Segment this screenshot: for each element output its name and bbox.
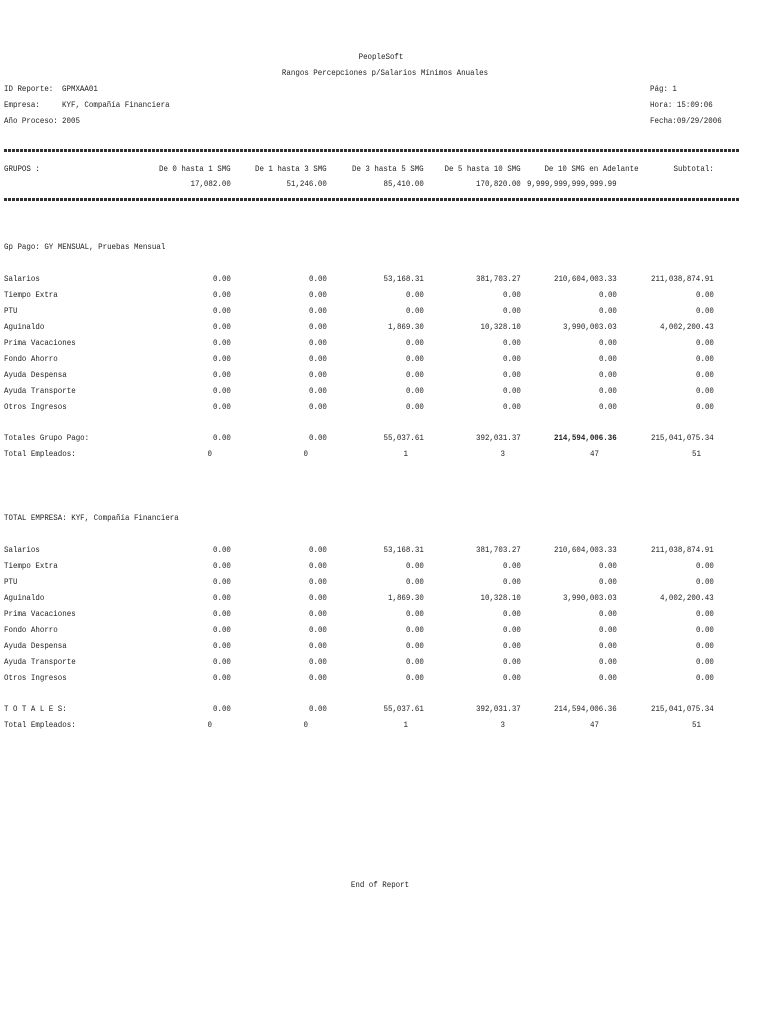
row-value: 0.00 — [213, 323, 231, 332]
row-value: 0.00 — [599, 642, 617, 651]
empleados-value: 0 — [207, 450, 212, 459]
row-label: Ayuda Transporte — [4, 387, 76, 396]
row-label: Prima Vacaciones — [4, 610, 76, 619]
row-value: 0.00 — [696, 642, 714, 651]
row-label: Ayuda Despensa — [4, 371, 67, 380]
id-report-value: GPMXAA01 — [62, 85, 98, 94]
row-value: 0.00 — [309, 355, 327, 364]
row-value: 0.00 — [406, 626, 424, 635]
totals-label: Totales Grupo Pago: — [4, 434, 90, 443]
row-value: 0.00 — [503, 291, 521, 300]
row-value: 0.00 — [406, 339, 424, 348]
report-time: Hora: 15:09:06 — [650, 101, 713, 110]
row-value: 0.00 — [599, 339, 617, 348]
row-value: 0.00 — [309, 339, 327, 348]
col-header-4: De 5 hasta 10 SMG — [444, 165, 521, 174]
row-value: 53,168.31 — [383, 546, 424, 555]
row-value: 0.00 — [503, 610, 521, 619]
row-label: Salarios — [4, 275, 40, 284]
row-value: 0.00 — [406, 371, 424, 380]
row-value: 0.00 — [503, 578, 521, 587]
row-value: 0.00 — [696, 355, 714, 364]
totals-value: 215,041,075.34 — [651, 705, 714, 714]
empleados-value: 0 — [303, 450, 308, 459]
row-value: 0.00 — [599, 355, 617, 364]
row-value: 0.00 — [309, 674, 327, 683]
empleados-value: 3 — [500, 721, 505, 730]
report-date: Fecha:09/29/2006 — [650, 117, 722, 126]
row-value: 211,038,874.91 — [651, 546, 714, 555]
row-value: 0.00 — [309, 323, 327, 332]
empleados-value: 0 — [207, 721, 212, 730]
section-title: Gp Pago: GY MENSUAL, Pruebas Mensual — [4, 243, 166, 252]
row-value: 3,990,003.03 — [563, 594, 617, 603]
anio-label: Año Proceso: — [4, 117, 58, 126]
page-number: Pág: 1 — [650, 85, 677, 94]
row-value: 0.00 — [213, 658, 231, 667]
row-value: 0.00 — [599, 626, 617, 635]
row-label: Ayuda Despensa — [4, 642, 67, 651]
id-report-label: ID Reporte: — [4, 85, 54, 94]
empresa-value: KYF, Compañía Financiera — [62, 101, 170, 110]
row-value: 0.00 — [406, 642, 424, 651]
row-value: 0.00 — [599, 578, 617, 587]
row-label: Otros Ingresos — [4, 674, 67, 683]
row-value: 0.00 — [503, 307, 521, 316]
row-value: 0.00 — [503, 626, 521, 635]
totals-value: 0.00 — [213, 434, 231, 443]
row-value: 0.00 — [309, 642, 327, 651]
col-header-1-value: 17,082.00 — [190, 180, 231, 189]
row-value: 0.00 — [406, 658, 424, 667]
empleados-value: 51 — [692, 721, 701, 730]
row-value: 0.00 — [503, 562, 521, 571]
end-of-report: End of Report — [350, 881, 410, 890]
row-value: 0.00 — [696, 387, 714, 396]
row-label: Aguinaldo — [4, 594, 45, 603]
row-value: 0.00 — [213, 403, 231, 412]
row-value: 0.00 — [696, 626, 714, 635]
row-value: 0.00 — [406, 355, 424, 364]
row-value: 0.00 — [503, 371, 521, 380]
totals-value: 55,037.61 — [383, 434, 424, 443]
row-label: PTU — [4, 307, 18, 316]
row-value: 381,703.27 — [476, 546, 521, 555]
col-header-subtotal: Subtotal: — [673, 165, 714, 174]
row-value: 4,002,200.43 — [660, 594, 714, 603]
row-value: 1,869.30 — [388, 323, 424, 332]
row-value: 0.00 — [213, 594, 231, 603]
row-value: 0.00 — [213, 578, 231, 587]
col-header-4-value: 170,820.00 — [476, 180, 521, 189]
row-value: 0.00 — [696, 674, 714, 683]
totals-value: 214,594,006.36 — [554, 705, 617, 714]
totals-value: 215,041,075.34 — [651, 434, 714, 443]
row-value: 0.00 — [213, 387, 231, 396]
row-value: 1,869.30 — [388, 594, 424, 603]
row-value: 0.00 — [406, 403, 424, 412]
row-value: 0.00 — [213, 642, 231, 651]
row-label: PTU — [4, 578, 18, 587]
section-title: TOTAL EMPRESA: KYF, Compañía Financiera — [4, 514, 179, 523]
row-value: 0.00 — [213, 610, 231, 619]
row-value: 0.00 — [599, 403, 617, 412]
row-value: 0.00 — [406, 578, 424, 587]
row-value: 0.00 — [309, 307, 327, 316]
anio-value: 2005 — [62, 117, 80, 126]
double-rule-top — [4, 149, 739, 152]
row-value: 0.00 — [599, 674, 617, 683]
row-value: 211,038,874.91 — [651, 275, 714, 284]
row-value: 0.00 — [213, 339, 231, 348]
col-header-3: De 3 hasta 5 SMG — [352, 165, 424, 174]
totals-value: 0.00 — [309, 434, 327, 443]
row-value: 0.00 — [213, 674, 231, 683]
row-value: 0.00 — [696, 403, 714, 412]
row-value: 0.00 — [309, 626, 327, 635]
row-value: 3,990,003.03 — [563, 323, 617, 332]
row-value: 53,168.31 — [383, 275, 424, 284]
row-value: 0.00 — [406, 562, 424, 571]
empleados-value: 47 — [590, 450, 599, 459]
row-value: 0.00 — [696, 291, 714, 300]
totals-value: 214,594,006.36 — [554, 434, 617, 443]
col-header-2-value: 51,246.00 — [286, 180, 327, 189]
row-value: 381,703.27 — [476, 275, 521, 284]
row-value: 0.00 — [696, 610, 714, 619]
row-label: Tiempo Extra — [4, 291, 58, 300]
row-value: 0.00 — [599, 307, 617, 316]
row-value: 0.00 — [309, 578, 327, 587]
row-value: 0.00 — [503, 403, 521, 412]
totals-value: 0.00 — [309, 705, 327, 714]
row-value: 0.00 — [503, 387, 521, 396]
col-header-1: De 0 hasta 1 SMG — [159, 165, 231, 174]
row-value: 0.00 — [213, 371, 231, 380]
row-value: 0.00 — [309, 403, 327, 412]
row-value: 0.00 — [213, 626, 231, 635]
row-value: 0.00 — [599, 610, 617, 619]
empleados-label: Total Empleados: — [4, 721, 76, 730]
row-label: Ayuda Transporte — [4, 658, 76, 667]
totals-value: 55,037.61 — [383, 705, 424, 714]
row-label: Aguinaldo — [4, 323, 45, 332]
col-header-3-value: 85,410.00 — [383, 180, 424, 189]
col-header-2: De 1 hasta 3 SMG — [255, 165, 327, 174]
row-value: 0.00 — [213, 546, 231, 555]
row-value: 0.00 — [599, 658, 617, 667]
row-value: 0.00 — [213, 355, 231, 364]
row-label: Tiempo Extra — [4, 562, 58, 571]
row-value: 0.00 — [599, 371, 617, 380]
row-value: 0.00 — [309, 371, 327, 380]
col-header-5: De 10 SMG en Adelante — [544, 165, 639, 174]
row-value: 0.00 — [309, 562, 327, 571]
row-value: 0.00 — [213, 291, 231, 300]
report-title: Rangos Percepciones p/Salarios Mínimos Anuales — [281, 69, 489, 78]
row-value: 0.00 — [503, 355, 521, 364]
row-label: Prima Vacaciones — [4, 339, 76, 348]
row-value: 0.00 — [406, 674, 424, 683]
row-label: Otros Ingresos — [4, 403, 67, 412]
row-value: 0.00 — [696, 562, 714, 571]
totals-value: 392,031.37 — [476, 434, 521, 443]
totals-value: 392,031.37 — [476, 705, 521, 714]
row-value: 0.00 — [696, 371, 714, 380]
row-value: 0.00 — [406, 307, 424, 316]
row-value: 0.00 — [696, 658, 714, 667]
empleados-value: 0 — [303, 721, 308, 730]
row-value: 0.00 — [309, 546, 327, 555]
row-value: 0.00 — [309, 658, 327, 667]
empleados-value: 47 — [590, 721, 599, 730]
row-value: 0.00 — [696, 339, 714, 348]
row-value: 0.00 — [406, 387, 424, 396]
row-value: 0.00 — [213, 562, 231, 571]
row-value: 0.00 — [599, 562, 617, 571]
row-value: 4,002,200.43 — [660, 323, 714, 332]
empleados-value: 1 — [403, 721, 408, 730]
row-value: 0.00 — [503, 674, 521, 683]
empleados-value: 3 — [500, 450, 505, 459]
app-title: PeopleSoft — [358, 53, 404, 62]
row-value: 0.00 — [503, 339, 521, 348]
row-value: 0.00 — [503, 642, 521, 651]
empleados-value: 51 — [692, 450, 701, 459]
row-value: 0.00 — [406, 610, 424, 619]
row-value: 10,328.10 — [480, 323, 521, 332]
row-value: 210,604,003.33 — [554, 275, 617, 284]
row-value: 0.00 — [696, 307, 714, 316]
empleados-value: 1 — [403, 450, 408, 459]
row-value: 0.00 — [309, 275, 327, 284]
row-value: 0.00 — [696, 578, 714, 587]
row-value: 0.00 — [309, 387, 327, 396]
row-label: Fondo Ahorro — [4, 355, 58, 364]
row-value: 0.00 — [213, 307, 231, 316]
row-value: 0.00 — [309, 610, 327, 619]
empleados-label: Total Empleados: — [4, 450, 76, 459]
empresa-label: Empresa: — [4, 101, 40, 110]
row-value: 0.00 — [213, 275, 231, 284]
totals-value: 0.00 — [213, 705, 231, 714]
row-value: 0.00 — [309, 291, 327, 300]
row-value: 10,328.10 — [480, 594, 521, 603]
grupos-label: GRUPOS : — [4, 165, 40, 174]
double-rule-bottom — [4, 198, 739, 201]
row-value: 0.00 — [503, 658, 521, 667]
row-value: 0.00 — [599, 291, 617, 300]
row-value: 0.00 — [599, 387, 617, 396]
row-value: 210,604,003.33 — [554, 546, 617, 555]
row-label: Salarios — [4, 546, 40, 555]
totals-label: T O T A L E S: — [4, 705, 67, 714]
row-label: Fondo Ahorro — [4, 626, 58, 635]
row-value: 0.00 — [406, 291, 424, 300]
row-value: 0.00 — [309, 594, 327, 603]
col-header-5-value: 9,999,999,999,999.99 — [527, 180, 617, 189]
